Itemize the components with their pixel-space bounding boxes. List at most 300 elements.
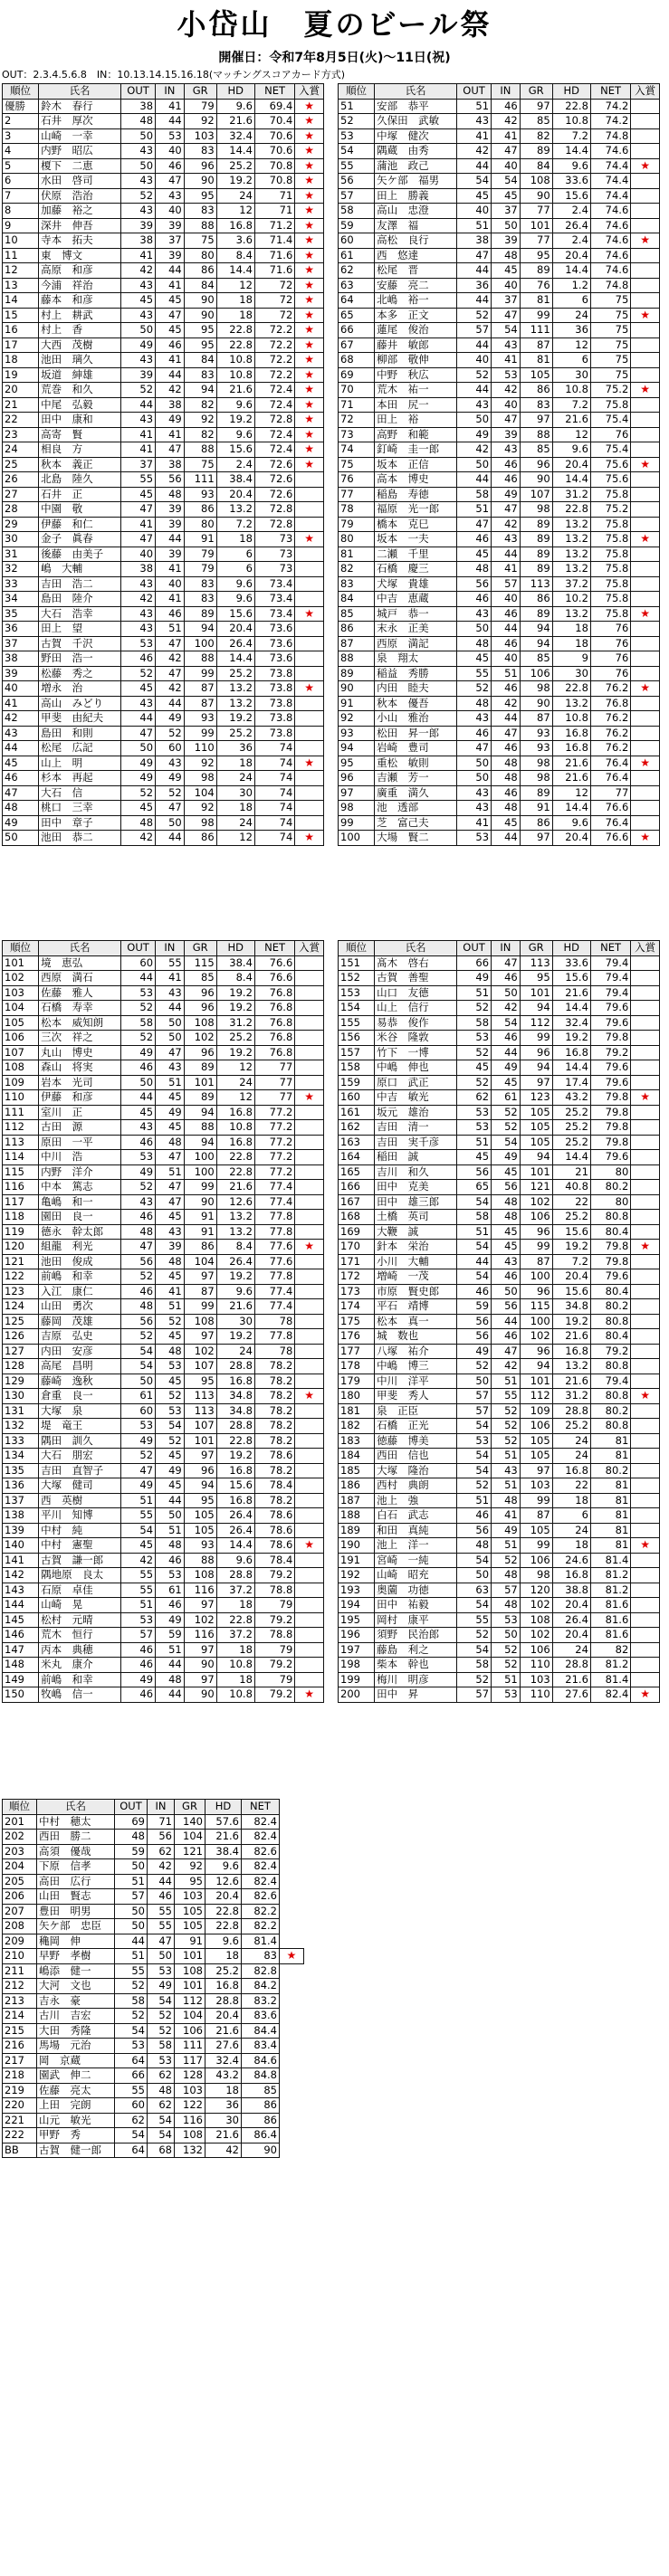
table-row xyxy=(3,801,324,816)
cell-out: 52 xyxy=(121,1031,156,1046)
cell-handicap: 13.2 xyxy=(216,696,254,711)
cell-net: 79.4 xyxy=(590,971,630,986)
cell-in: 40 xyxy=(492,158,521,174)
cell-out: 53 xyxy=(457,1120,492,1136)
table-row xyxy=(3,606,324,622)
prize-star-icon xyxy=(631,971,660,986)
cell-name: 大石 浩幸 xyxy=(39,606,121,622)
cell-rank: 208 xyxy=(3,1919,37,1934)
cell-net: 81.2 xyxy=(590,1568,630,1583)
cell-in: 48 xyxy=(492,1493,521,1508)
cell-gross: 102 xyxy=(520,1628,552,1643)
cell-gross: 103 xyxy=(175,2083,205,2098)
prize-star-icon xyxy=(631,442,660,458)
table-row xyxy=(3,233,324,249)
cell-rank: 161 xyxy=(339,1105,375,1120)
cell-in: 43 xyxy=(156,188,185,204)
table-row xyxy=(3,666,324,681)
cell-gross: 95 xyxy=(184,1374,216,1389)
cell-in: 46 xyxy=(156,158,185,174)
cell-rank: 62 xyxy=(339,263,375,279)
prize-star-icon xyxy=(631,472,660,488)
cell-gross: 87 xyxy=(184,1284,216,1299)
prize-star-icon xyxy=(631,1060,660,1076)
cell-gross: 107 xyxy=(520,487,552,502)
cell-name: 大河 文也 xyxy=(37,1979,115,1994)
cell-out: 60 xyxy=(115,2098,148,2114)
cell-handicap: 20.4 xyxy=(552,1628,590,1643)
cell-in: 47 xyxy=(156,308,185,323)
table-row xyxy=(339,1419,660,1434)
cell-out: 52 xyxy=(457,367,492,383)
cell-gross: 96 xyxy=(520,1284,552,1299)
prize-star-icon xyxy=(631,413,660,428)
cell-net: 72.4 xyxy=(254,383,294,398)
table-row xyxy=(339,308,660,323)
table-row xyxy=(339,785,660,801)
prize-star-icon xyxy=(295,1598,324,1613)
cell-gross: 103 xyxy=(520,1478,552,1494)
cell-in: 50 xyxy=(156,1508,185,1524)
prize-star-icon: ★ xyxy=(631,308,660,323)
cell-handicap: 24 xyxy=(216,1344,254,1359)
cell-in: 51 xyxy=(492,1672,521,1687)
cell-handicap: 16.8 xyxy=(216,1135,254,1150)
cell-in: 46 xyxy=(492,971,521,986)
table-row xyxy=(3,1874,304,1889)
cell-out: 56 xyxy=(457,576,492,592)
cell-rank: 196 xyxy=(339,1628,375,1643)
cell-rank: 167 xyxy=(339,1194,375,1210)
cell-gross: 98 xyxy=(520,771,552,786)
cell-net: 77 xyxy=(254,1060,294,1076)
cell-name: 北島 陸久 xyxy=(39,472,121,488)
cell-out: 48 xyxy=(121,815,156,831)
cell-net: 77.4 xyxy=(254,1284,294,1299)
prize-star-icon: ★ xyxy=(631,606,660,622)
cell-name: 安藤 亮二 xyxy=(375,278,457,293)
cell-rank: 111 xyxy=(3,1105,39,1120)
cell-out: 48 xyxy=(457,562,492,577)
cell-net: 90 xyxy=(242,2143,280,2158)
column-header-in: IN xyxy=(492,941,521,956)
prize-star-icon xyxy=(295,622,324,637)
table-row xyxy=(339,1449,660,1464)
column-header-handicap: HD xyxy=(205,1800,242,1815)
cell-net: 75.8 xyxy=(590,606,630,622)
cell-out: 52 xyxy=(457,1359,492,1374)
cell-gross: 103 xyxy=(184,128,216,144)
cell-net: 83.6 xyxy=(242,2009,280,2024)
cell-rank: 84 xyxy=(339,592,375,607)
cell-in: 47 xyxy=(156,1180,185,1195)
cell-name: 柳部 敬伸 xyxy=(375,353,457,368)
table-row xyxy=(3,323,324,338)
table-row xyxy=(339,1598,660,1613)
cell-rank: 162 xyxy=(339,1120,375,1136)
cell-in: 51 xyxy=(156,622,185,637)
table-row xyxy=(3,158,324,174)
cell-net: 73 xyxy=(254,547,294,562)
cell-rank: 25 xyxy=(3,457,39,472)
cell-in: 44 xyxy=(492,622,521,637)
table-row xyxy=(339,1240,660,1255)
cell-in: 39 xyxy=(156,218,185,233)
cell-rank: 70 xyxy=(339,383,375,398)
cell-gross: 95 xyxy=(184,323,216,338)
cell-name: 堤 竜王 xyxy=(39,1419,121,1434)
cell-in: 39 xyxy=(156,502,185,518)
cell-out: 43 xyxy=(457,114,492,129)
cell-out: 55 xyxy=(121,1583,156,1598)
cell-out: 69 xyxy=(115,1814,148,1830)
table-row xyxy=(3,1598,324,1613)
cell-net: 79.6 xyxy=(590,1150,630,1165)
cell-rank: 207 xyxy=(3,1904,37,1919)
cell-rank: 19 xyxy=(3,367,39,383)
cell-handicap: 19.2 xyxy=(552,1031,590,1046)
prize-star-icon xyxy=(631,636,660,651)
cell-handicap: 18 xyxy=(216,756,254,771)
cell-rank: 130 xyxy=(3,1389,39,1404)
cell-gross: 94 xyxy=(520,622,552,637)
cell-name: 宮崎 一純 xyxy=(375,1553,457,1568)
cell-gross: 79 xyxy=(184,547,216,562)
cell-out: 49 xyxy=(121,337,156,353)
cell-name: 久保田 武敏 xyxy=(375,114,457,129)
cell-net: 79.8 xyxy=(590,1105,630,1120)
cell-gross: 88 xyxy=(520,427,552,442)
cell-name: 園田 良一 xyxy=(39,1210,121,1225)
prize-star-icon xyxy=(631,128,660,144)
cell-rank: 18 xyxy=(3,353,39,368)
cell-out: 58 xyxy=(457,1015,492,1031)
cell-out: 44 xyxy=(121,397,156,413)
cell-out: 54 xyxy=(457,1240,492,1255)
cell-in: 54 xyxy=(156,1419,185,1434)
table-row xyxy=(339,636,660,651)
table-row xyxy=(339,1583,660,1598)
cell-handicap: 6 xyxy=(552,1508,590,1524)
cell-out: 51 xyxy=(457,985,492,1001)
cell-handicap: 14.4 xyxy=(552,1150,590,1165)
cell-name: 後藤 由美子 xyxy=(39,547,121,562)
table-row xyxy=(339,1374,660,1389)
prize-star-icon: ★ xyxy=(295,1538,324,1554)
prize-star-icon xyxy=(295,651,324,667)
table-row xyxy=(3,1180,324,1195)
cell-in: 45 xyxy=(156,1269,185,1285)
cell-rank: 201 xyxy=(3,1814,37,1830)
cell-name: 下原 信孝 xyxy=(37,1859,115,1875)
cell-net: 72.4 xyxy=(254,427,294,442)
table-row xyxy=(3,2039,304,2054)
cell-gross: 97 xyxy=(520,1075,552,1090)
cell-name: 針本 栄治 xyxy=(375,1240,457,1255)
cell-rank: 106 xyxy=(3,1031,39,1046)
prize-star-icon xyxy=(631,1508,660,1524)
cell-in: 52 xyxy=(148,2009,175,2024)
cell-rank: 38 xyxy=(3,651,39,667)
cell-out: 54 xyxy=(457,1419,492,1434)
cell-rank: 31 xyxy=(3,547,39,562)
cell-handicap: 13.2 xyxy=(552,517,590,532)
cell-gross: 113 xyxy=(520,955,552,971)
cell-net: 75 xyxy=(590,353,630,368)
cell-rank: 175 xyxy=(339,1314,375,1329)
prize-star-icon: ★ xyxy=(295,218,324,233)
cell-rank: 114 xyxy=(3,1150,39,1165)
cell-net: 74.6 xyxy=(590,204,630,219)
cell-out: 46 xyxy=(457,532,492,547)
cell-handicap: 14.4 xyxy=(552,1001,590,1016)
table-row xyxy=(3,427,324,442)
cell-name: 田中 祐毅 xyxy=(375,1598,457,1613)
cell-gross: 81 xyxy=(520,353,552,368)
prize-star-icon xyxy=(295,1150,324,1165)
cell-name: 森山 将実 xyxy=(39,1060,121,1076)
cell-in: 45 xyxy=(156,1374,185,1389)
cell-net: 82.4 xyxy=(242,1874,280,1889)
cell-gross: 92 xyxy=(184,801,216,816)
cell-net: 78.6 xyxy=(254,1508,294,1524)
prize-star-icon xyxy=(631,293,660,309)
cell-out: 50 xyxy=(121,128,156,144)
cell-out: 51 xyxy=(115,1949,148,1964)
cell-out: 58 xyxy=(121,1015,156,1031)
cell-name: 中嶋 伸也 xyxy=(375,1060,457,1076)
cell-gross: 132 xyxy=(175,2143,205,2158)
cell-out: 48 xyxy=(457,696,492,711)
cell-rank: 202 xyxy=(3,1830,37,1845)
cell-handicap: 22.8 xyxy=(552,99,590,114)
cell-out: 52 xyxy=(457,1628,492,1643)
table-row xyxy=(339,1403,660,1419)
cell-in: 46 xyxy=(492,1269,521,1285)
table-row xyxy=(339,831,660,846)
cell-out: 46 xyxy=(121,1687,156,1703)
cell-rank: 46 xyxy=(3,771,39,786)
cell-handicap: 42 xyxy=(205,2143,242,2158)
cell-net: 78.6 xyxy=(254,1523,294,1538)
cell-gross: 88 xyxy=(184,218,216,233)
prize-star-icon xyxy=(295,1433,324,1449)
table-row xyxy=(339,1299,660,1315)
cell-in: 42 xyxy=(156,681,185,697)
cell-net: 79.6 xyxy=(590,1075,630,1090)
cell-handicap: 10.8 xyxy=(216,1120,254,1136)
cell-handicap: 18 xyxy=(216,308,254,323)
cell-gross: 89 xyxy=(520,606,552,622)
prize-star-icon xyxy=(295,815,324,831)
cell-name: 坂本 正信 xyxy=(375,457,457,472)
cell-gross: 99 xyxy=(520,1240,552,1255)
cell-name: 伊藤 和仁 xyxy=(39,517,121,532)
prize-star-icon: ★ xyxy=(295,323,324,338)
cell-handicap: 34.8 xyxy=(552,1299,590,1315)
prize-star-icon xyxy=(631,1329,660,1345)
cell-handicap: 34.8 xyxy=(216,1389,254,1404)
cell-name: 島田 和則 xyxy=(39,726,121,741)
cell-gross: 128 xyxy=(175,2068,205,2084)
cell-name: 平石 靖博 xyxy=(375,1299,457,1315)
cell-name: 中尾 弘毅 xyxy=(39,397,121,413)
cell-net: 79.2 xyxy=(254,1687,294,1703)
cell-in: 40 xyxy=(492,278,521,293)
prize-star-icon xyxy=(631,1269,660,1285)
cell-name: 田中 昇 xyxy=(375,1687,457,1703)
cell-net: 77 xyxy=(590,785,630,801)
prize-star-icon: ★ xyxy=(295,606,324,622)
cell-handicap: 10.8 xyxy=(552,114,590,129)
cell-name: 北嶋 裕一 xyxy=(375,293,457,309)
table-row xyxy=(3,174,324,189)
cell-out: 49 xyxy=(121,1045,156,1060)
cell-handicap: 19.2 xyxy=(216,1269,254,1285)
cell-rank: 152 xyxy=(339,971,375,986)
cell-gross: 111 xyxy=(184,472,216,488)
cell-gross: 90 xyxy=(184,174,216,189)
table-row xyxy=(3,1075,324,1090)
cell-out: 43 xyxy=(457,606,492,622)
prize-star-icon xyxy=(631,547,660,562)
table-row xyxy=(3,1949,304,1964)
cell-handicap: 19.2 xyxy=(552,1240,590,1255)
cell-name: 馬場 元治 xyxy=(37,2039,115,2054)
cell-name: 中川 洋平 xyxy=(375,1374,457,1389)
cell-gross: 89 xyxy=(184,606,216,622)
cell-net: 73.8 xyxy=(254,711,294,727)
prize-star-icon xyxy=(295,1449,324,1464)
cell-out: 40 xyxy=(457,204,492,219)
cell-handicap: 25.2 xyxy=(216,158,254,174)
cell-name: 吉永 豪 xyxy=(37,1993,115,2009)
cell-name: 大塚 隆治 xyxy=(375,1463,457,1478)
cell-name: 高尾 昌明 xyxy=(39,1359,121,1374)
cell-handicap: 7.2 xyxy=(216,517,254,532)
prize-star-icon xyxy=(631,726,660,741)
cell-in: 46 xyxy=(156,1598,185,1613)
cell-in: 51 xyxy=(492,1478,521,1494)
column-header-net: NET xyxy=(254,941,294,956)
column-header-name: 氏名 xyxy=(375,941,457,956)
cell-name: 松本 威知朗 xyxy=(39,1015,121,1031)
cell-net: 74 xyxy=(254,771,294,786)
prize-star-icon xyxy=(631,1254,660,1269)
cell-name: 山口 友德 xyxy=(375,985,457,1001)
cell-rank: 71 xyxy=(339,397,375,413)
prize-star-icon xyxy=(631,1120,660,1136)
table-row xyxy=(339,487,660,502)
cell-rank: 144 xyxy=(3,1598,39,1613)
cell-in: 52 xyxy=(492,1403,521,1419)
cell-gross: 87 xyxy=(520,1508,552,1524)
cell-rank: 21 xyxy=(3,397,39,413)
table-row xyxy=(3,2098,304,2114)
cell-handicap: 9.6 xyxy=(552,815,590,831)
cell-in: 62 xyxy=(148,2068,175,2084)
prize-star-icon xyxy=(631,1478,660,1494)
cell-net: 80.2 xyxy=(590,1180,630,1195)
cell-gross: 88 xyxy=(184,1553,216,1568)
table-row xyxy=(339,1224,660,1240)
cell-out: 60 xyxy=(121,1403,156,1419)
cell-name: 山田 勇次 xyxy=(39,1299,121,1315)
cell-gross: 98 xyxy=(520,1568,552,1583)
prize-star-icon xyxy=(295,785,324,801)
cell-out: 52 xyxy=(457,308,492,323)
table-row xyxy=(339,1135,660,1150)
table-row xyxy=(339,293,660,309)
cell-out: 66 xyxy=(457,955,492,971)
cell-rank: 150 xyxy=(3,1687,39,1703)
cell-rank: 16 xyxy=(3,323,39,338)
cell-in: 43 xyxy=(492,1254,521,1269)
table-row xyxy=(3,1963,304,1979)
cell-rank: 優勝 xyxy=(3,99,39,114)
cell-name: 岡村 康平 xyxy=(375,1612,457,1628)
table-row xyxy=(339,1194,660,1210)
table-row xyxy=(3,1538,324,1554)
prize-star-icon: ★ xyxy=(295,831,324,846)
cell-out: 57 xyxy=(457,1389,492,1404)
cell-gross: 99 xyxy=(520,1031,552,1046)
cell-gross: 81 xyxy=(520,293,552,309)
cell-handicap: 13.2 xyxy=(552,562,590,577)
table-row xyxy=(3,622,324,637)
cell-net: 81.6 xyxy=(590,1612,630,1628)
cell-net: 77 xyxy=(254,1075,294,1090)
table-row xyxy=(3,1568,324,1583)
cell-name: 三次 祥之 xyxy=(39,1031,121,1046)
cell-in: 45 xyxy=(156,293,185,309)
table-row xyxy=(339,174,660,189)
cell-rank: 57 xyxy=(339,188,375,204)
cell-handicap: 16.8 xyxy=(216,1463,254,1478)
cell-out: 39 xyxy=(121,218,156,233)
cell-name: 吉川 和久 xyxy=(375,1164,457,1180)
table-row xyxy=(339,337,660,353)
cell-out: 55 xyxy=(121,1508,156,1524)
cell-gross: 104 xyxy=(175,1830,205,1845)
cell-rank: 129 xyxy=(3,1374,39,1389)
cell-out: 45 xyxy=(457,547,492,562)
cell-handicap: 21.6 xyxy=(216,1299,254,1315)
cell-net: 79.4 xyxy=(590,1374,630,1389)
cell-name: 古賀 健一郎 xyxy=(37,2143,115,2158)
cell-out: 43 xyxy=(121,1120,156,1136)
cell-name: 泉 正臣 xyxy=(375,1403,457,1419)
cell-net: 79.4 xyxy=(590,985,630,1001)
cell-out: 46 xyxy=(457,1284,492,1299)
table-row xyxy=(339,1150,660,1165)
prize-star-icon: ★ xyxy=(631,383,660,398)
prize-star-icon xyxy=(631,1419,660,1434)
table-row xyxy=(339,592,660,607)
cell-rank: 81 xyxy=(339,547,375,562)
cell-handicap: 9.6 xyxy=(216,1284,254,1299)
cell-out: 43 xyxy=(457,801,492,816)
table-row xyxy=(3,1844,304,1859)
cell-gross: 100 xyxy=(184,636,216,651)
table-row xyxy=(339,427,660,442)
cell-name: 西田 勝二 xyxy=(37,1830,115,1845)
cell-gross: 102 xyxy=(184,1344,216,1359)
cell-rank: 121 xyxy=(3,1254,39,1269)
cell-in: 51 xyxy=(156,1642,185,1658)
table-row xyxy=(3,1105,324,1120)
cell-rank: 122 xyxy=(3,1269,39,1285)
